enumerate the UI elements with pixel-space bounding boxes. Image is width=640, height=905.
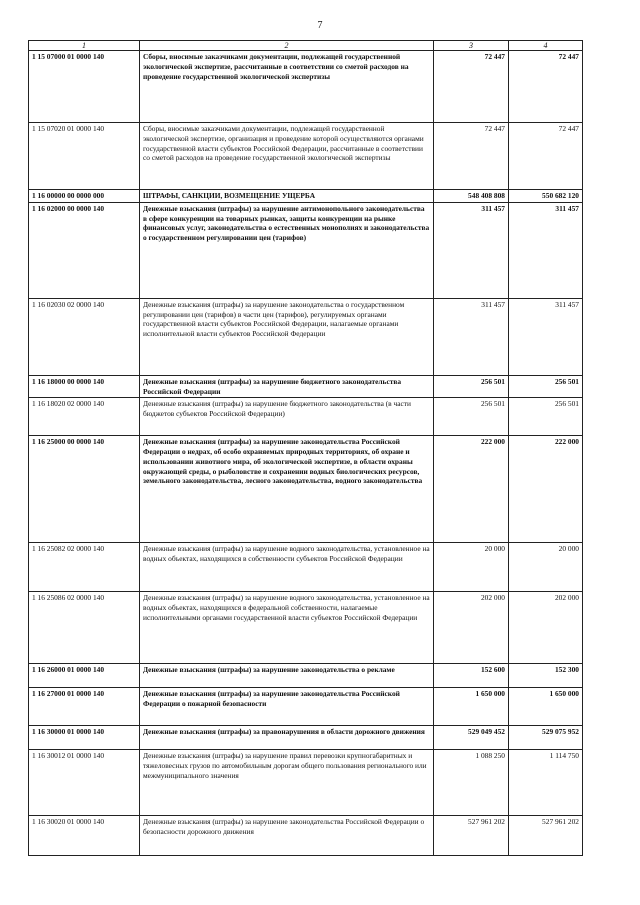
row-value-col4: 256 501 [509, 398, 583, 436]
row-value-col4: 311 457 [509, 298, 583, 375]
row-code: 1 16 18020 02 0000 140 [29, 398, 140, 436]
row-value-col4: 72 447 [509, 51, 583, 123]
row-value-col3: 222 000 [434, 436, 509, 543]
row-value-col3: 548 408 808 [434, 190, 509, 203]
row-name: Денежные взыскания (штрафы) за нарушение законодательства о государственном регулировании цен (тарифов) в части цен (тарифов), регулируемых органами государственной власти субъектов Российской Федерации, налагаемые органами исполнительной власти субъектов Российской Федерации [140, 298, 434, 375]
row-name: Денежные взыскания (штрафы) за нарушение правил перевозки крупногабаритных и тяжеловесных грузов по автомобильным дорогам общего пользования регионального или межмуниципального значения [140, 750, 434, 816]
table-header-row [29, 41, 583, 51]
table-row [29, 750, 583, 816]
row-name: Денежные взыскания (штрафы) за нарушение законодательства Российской Федерации о недрах, об особо охраняемых природных территориях, об охране и использовании животного мира, об экологической экспертизе, в области охраны окружающей среды, о рыболовстве и сохранении водных биологических ресурсов, земельного законодательства, лесного законодательства, водного законодательства [140, 436, 434, 543]
row-value-col3: 311 457 [434, 298, 509, 375]
row-value-col3: 311 457 [434, 202, 509, 298]
row-code: 1 16 30000 01 0000 140 [29, 726, 140, 750]
row-name: Денежные взыскания (штрафы) за нарушение водного законодательства, установленное на водных объектах, находящихся в собственности субъектов Российской Федерации [140, 543, 434, 592]
page-number: 7 [317, 20, 323, 31]
table-row [29, 190, 583, 203]
table-row [29, 436, 583, 543]
table-row [29, 816, 583, 856]
row-name: Денежные взыскания (штрафы) за нарушение законодательства о рекламе [140, 664, 434, 688]
row-name: Денежные взыскания (штрафы) за нарушение антимонопольного законодательства в сфере конкуренции на товарных рынках, защиты конкуренции на рынке финансовых услуг, законодательства о естественных монополиях и законодательства о государственном регулировании цен (тарифов) [140, 202, 434, 298]
row-value-col3: 529 049 452 [434, 726, 509, 750]
row-value-col4: 256 501 [509, 375, 583, 398]
row-value-col4: 152 300 [509, 664, 583, 688]
row-value-col3: 202 000 [434, 592, 509, 664]
row-name: Сборы, вносимые заказчиками документации, подлежащей государственной экологической экспертизе, рассчитанные в соответствии со сметой расходов на проведение государственной экологической экспертизы [140, 51, 434, 123]
row-code: 1 16 18000 00 0000 140 [29, 375, 140, 398]
row-code: 1 16 27000 01 0000 140 [29, 688, 140, 726]
row-value-col3: 72 447 [434, 123, 509, 190]
table-row [29, 726, 583, 750]
row-value-col3: 152 600 [434, 664, 509, 688]
table-row [29, 688, 583, 726]
row-name: Денежные взыскания (штрафы) за правонарушения в области дорожного движения [140, 726, 434, 750]
header-col-1: 1 [29, 41, 140, 51]
table-row [29, 123, 583, 190]
table-row [29, 51, 583, 123]
row-value-col4: 202 000 [509, 592, 583, 664]
row-code: 1 16 25000 00 0000 140 [29, 436, 140, 543]
table-row [29, 298, 583, 375]
row-value-col3: 20 000 [434, 543, 509, 592]
table-row [29, 398, 583, 436]
row-value-col3: 256 501 [434, 375, 509, 398]
row-value-col3: 256 501 [434, 398, 509, 436]
row-value-col4: 527 961 202 [509, 816, 583, 856]
row-code: 1 16 02030 02 0000 140 [29, 298, 140, 375]
row-value-col3: 72 447 [434, 51, 509, 123]
table-row [29, 202, 583, 298]
budget-table [28, 40, 583, 856]
row-value-col3: 527 961 202 [434, 816, 509, 856]
row-value-col4: 222 000 [509, 436, 583, 543]
table-row [29, 664, 583, 688]
row-code: 1 16 00000 00 0000 000 [29, 190, 140, 203]
row-value-col4: 1 650 000 [509, 688, 583, 726]
header-col-2: 2 [140, 41, 434, 51]
row-code: 1 16 02000 00 0000 140 [29, 202, 140, 298]
header-col-3: 3 [434, 41, 509, 51]
row-code: 1 15 07000 01 0000 140 [29, 51, 140, 123]
row-code: 1 16 30012 01 0000 140 [29, 750, 140, 816]
row-value-col3: 1 650 000 [434, 688, 509, 726]
row-value-col4: 72 447 [509, 123, 583, 190]
row-code: 1 16 25082 02 0000 140 [29, 543, 140, 592]
row-value-col4: 311 457 [509, 202, 583, 298]
row-name: Денежные взыскания (штрафы) за нарушение бюджетного законодательства Российской Федерации [140, 375, 434, 398]
row-value-col3: 1 088 250 [434, 750, 509, 816]
table-row [29, 543, 583, 592]
row-code: 1 16 26000 01 0000 140 [29, 664, 140, 688]
row-code: 1 16 25086 02 0000 140 [29, 592, 140, 664]
row-value-col4: 529 075 952 [509, 726, 583, 750]
row-value-col4: 20 000 [509, 543, 583, 592]
row-name: Денежные взыскания (штрафы) за нарушение бюджетного законодательства (в части бюджетов субъектов Российской Федерации) [140, 398, 434, 436]
row-name: Денежные взыскания (штрафы) за нарушение законодательства Российской Федерации о пожарной безопасности [140, 688, 434, 726]
row-value-col4: 1 114 750 [509, 750, 583, 816]
row-code: 1 16 30020 01 0000 140 [29, 816, 140, 856]
row-name: Сборы, вносимые заказчиками документации, подлежащей государственной экологической экспертизе, организация и проведение которой осуществляются органами государственной власти субъектов Российской Федерации, рассчитанные в соответствии со сметой расходов на проведение государственной экологической экспертизы [140, 123, 434, 190]
row-code: 1 15 07020 01 0000 140 [29, 123, 140, 190]
table-row [29, 375, 583, 398]
table-row [29, 592, 583, 664]
header-col-4: 4 [509, 41, 583, 51]
row-name: Денежные взыскания (штрафы) за нарушение водного законодательства, установленное на водных объектах, находящихся в федеральной собственности, налагаемые исполнительными органами государственной власти субъектов Российской Федерации [140, 592, 434, 664]
row-value-col4: 550 682 120 [509, 190, 583, 203]
row-name: ШТРАФЫ, САНКЦИИ, ВОЗМЕЩЕНИЕ УЩЕРБА [140, 190, 434, 203]
row-name: Денежные взыскания (штрафы) за нарушение законодательства Российской Федерации о безопасности дорожного движения [140, 816, 434, 856]
